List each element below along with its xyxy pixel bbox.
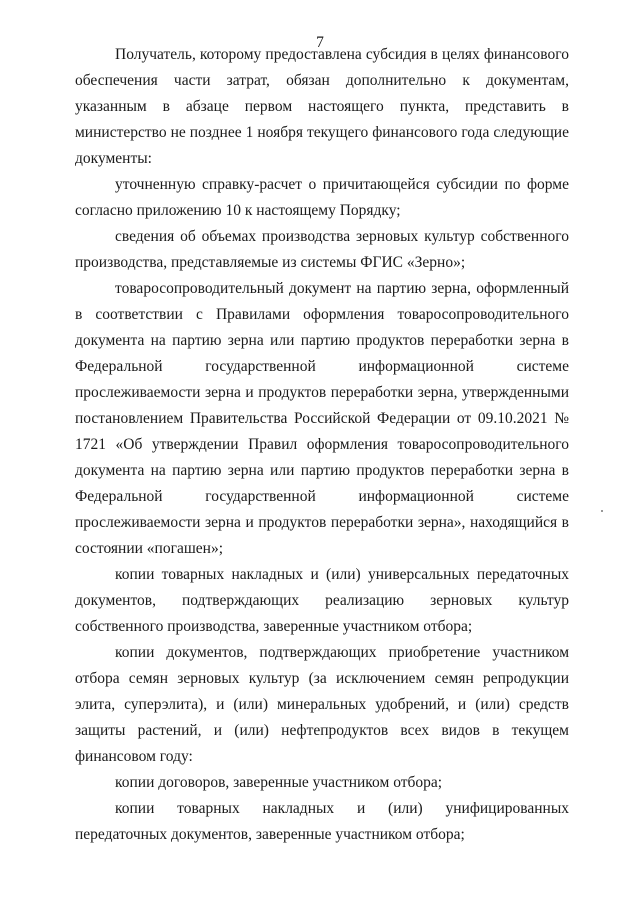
document-body <box>75 42 569 848</box>
paragraph-recipient-obligation: Получатель, которому предоставлена субсидия в целях финансового обеспечения части затрат, обязан дополнительно к документам, указанным в абзаце первом настоящего пункта, представить в министерство не позднее 1 ноября текущего финансового года следующие документы: <box>75 46 569 167</box>
paragraph-invoice-copies: копии товарных накладных и (или) универсальных передаточных документов, подтверждающих реализацию зерновых культур собственного производства, заверенные участником отбора; <box>75 566 569 635</box>
paragraph-transfer-document-copies: копии товарных накладных и (или) унифицированных передаточных документов, заверенные участником отбора; <box>75 800 569 843</box>
paragraph-contract-copies: копии договоров, заверенные участником отбора; <box>115 774 443 791</box>
page-number: 7 <box>316 34 324 51</box>
paragraph-purchase-documents: копии документов, подтверждающих приобретение участником отбора семян зерновых культур (за исключением семян репродукции элита, суперэлита), и (или) минеральных удобрений, и (или) средств защиты растений, и (или) нефтепродуктов всех видов в текущем финансовом году: <box>75 644 569 765</box>
paragraph-shipping-document: товаросопроводительный документ на партию зерна, оформленный в соответствии с Правилами оформления товаросопроводительного документа на партию зерна или партию продуктов переработки зерна в Федеральной государственной информационной системе прослеживаемости зерна и продуктов переработки зерна, утвержденными постановлением Правительства Российской Федерации от 09.10.2021 № 1721 «Об утверждении Правил оформления товаросопроводительного документа на партию зерна или партию продуктов переработки зерна в Федеральной государственной информационной системе прослеживаемости зерна и продуктов переработки зерна», находящийся в состоянии «погашен»; <box>75 280 569 557</box>
paragraph-calculation-certificate: уточненную справку-расчет о причитающейся субсидии по форме согласно приложению 10 к настоящему Порядку; <box>75 176 569 219</box>
paragraph-production-volumes: сведения об объемах производства зерновых культур собственного производства, представляемые из системы ФГИС «Зерно»; <box>75 228 569 271</box>
scan-speck <box>601 510 603 512</box>
